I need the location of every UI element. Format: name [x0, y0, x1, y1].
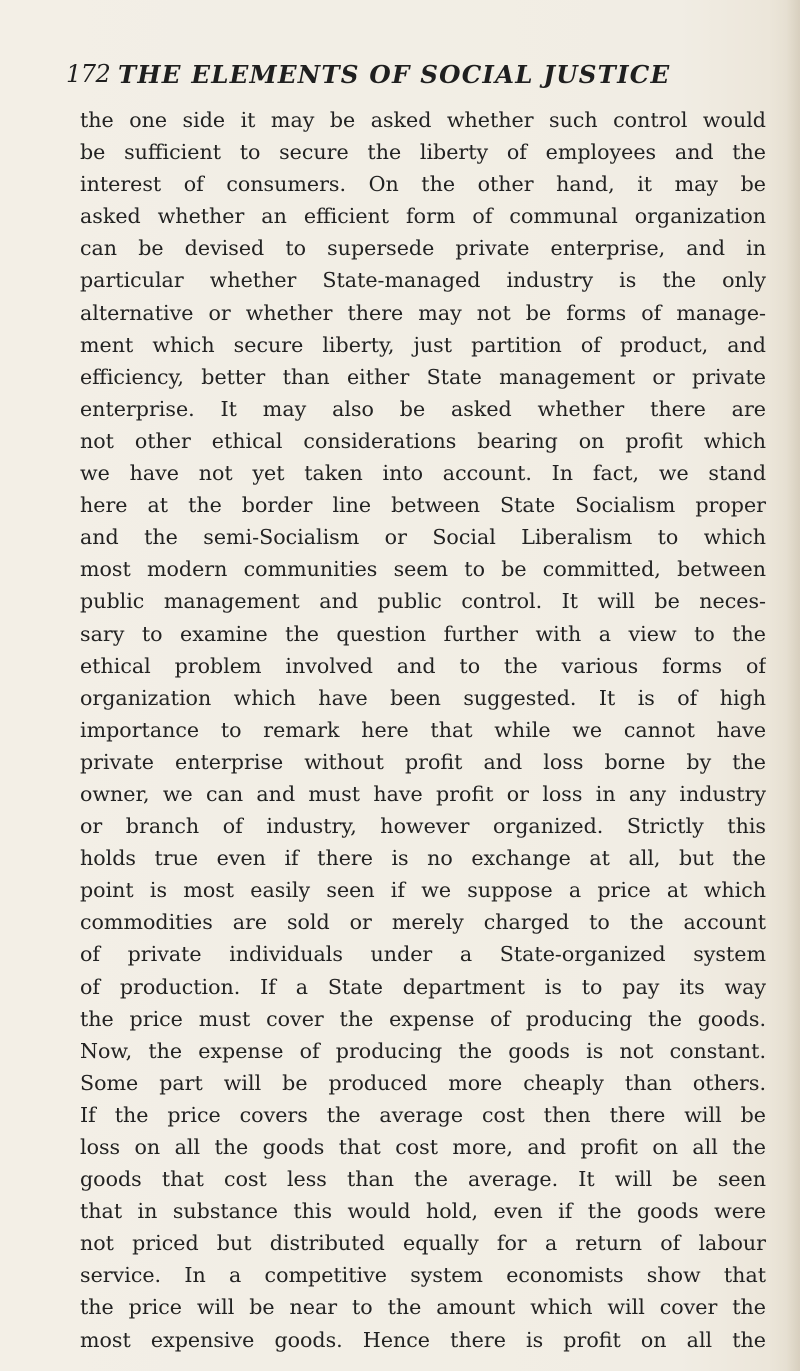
text-line: enterprise. It may also be asked whether there are — [80, 396, 766, 421]
text-line: holds true even if there is no exchange at all, but the — [80, 846, 766, 871]
text-line: efficiency, better than either State management or private — [80, 364, 766, 389]
text-line: that in substance this would hold, even if the goods were — [80, 1199, 766, 1224]
text-line: of private individuals under a State-organized system — [80, 942, 766, 967]
text-line: most modern communities seem to be committed, between — [80, 557, 766, 582]
text-line: ethical problem involved and to the various forms of — [80, 653, 766, 678]
text-line: Some part will be produced more cheaply than others. — [80, 1070, 766, 1095]
text-line: point is most easily seen if we suppose a price at which — [80, 878, 766, 903]
text-line: not priced but distributed equally for a return of labour — [80, 1231, 766, 1256]
text-line: interest of consumers. On the other hand, it may be — [80, 172, 766, 197]
page-header — [66, 60, 766, 100]
text-line: and the semi-Socialism or Social Liberalism to which — [80, 525, 766, 550]
text-line: private enterprise without profit and loss borne by the — [80, 749, 766, 774]
text-line: loss on all the goods that cost more, and profit on all the — [80, 1135, 766, 1159]
text-line: organization which have been suggested. It is of high — [80, 685, 766, 710]
body-text — [80, 104, 766, 1356]
text-line: be sufficient to secure the liberty of employees and the — [80, 140, 766, 165]
text-line: If the price covers the average cost then there will be — [80, 1102, 766, 1127]
page-edge-shadow — [786, 0, 800, 1371]
text-line: asked whether an efficient form of communal organization — [80, 204, 766, 229]
text-line: of production. If a State department is to pay its way — [80, 974, 766, 999]
text-line: particular whether State-managed industry is the only — [80, 268, 766, 293]
text-line: ment which secure liberty, just partition of product, and — [80, 332, 766, 357]
page-number: 172 — [66, 60, 111, 88]
text-line: public management and public control. It will be neces- — [80, 589, 766, 614]
text-line: can be devised to supersede private enterprise, and in — [80, 236, 766, 261]
text-line: alternative or whether there may not be forms of manage- — [80, 300, 766, 325]
text-line: importance to remark here that while we cannot have — [80, 717, 766, 742]
text-line: not other ethical considerations bearing on profit which — [80, 428, 766, 453]
text-line: here at the border line between State Socialism proper — [80, 493, 766, 518]
text-line: Now, the expense of producing the goods is not constant. — [80, 1038, 766, 1063]
text-line: the one side it may be asked whether such control would — [80, 108, 766, 132]
text-line: the price must cover the expense of producing the goods. — [80, 1006, 766, 1031]
text-line: sary to examine the question further with a view to the — [80, 621, 766, 646]
text-line: service. In a competitive system economists show that — [80, 1263, 766, 1288]
running-head: THE ELEMENTS OF SOCIAL JUSTICE — [118, 60, 671, 89]
text-line: or branch of industry, however organized. Strictly this — [80, 814, 766, 839]
text-line: commodities are sold or merely charged to the account — [80, 910, 766, 935]
text-line: the price will be near to the amount which will cover the — [80, 1295, 766, 1320]
text-line: goods that cost less than the average. It will be seen — [80, 1167, 766, 1192]
text-line: we have not yet taken into account. In fact, we stand — [80, 461, 766, 486]
text-line: owner, we can and must have profit or loss in any industry — [80, 781, 766, 806]
text-line: most expensive goods. Hence there is profit on all the — [80, 1327, 766, 1352]
